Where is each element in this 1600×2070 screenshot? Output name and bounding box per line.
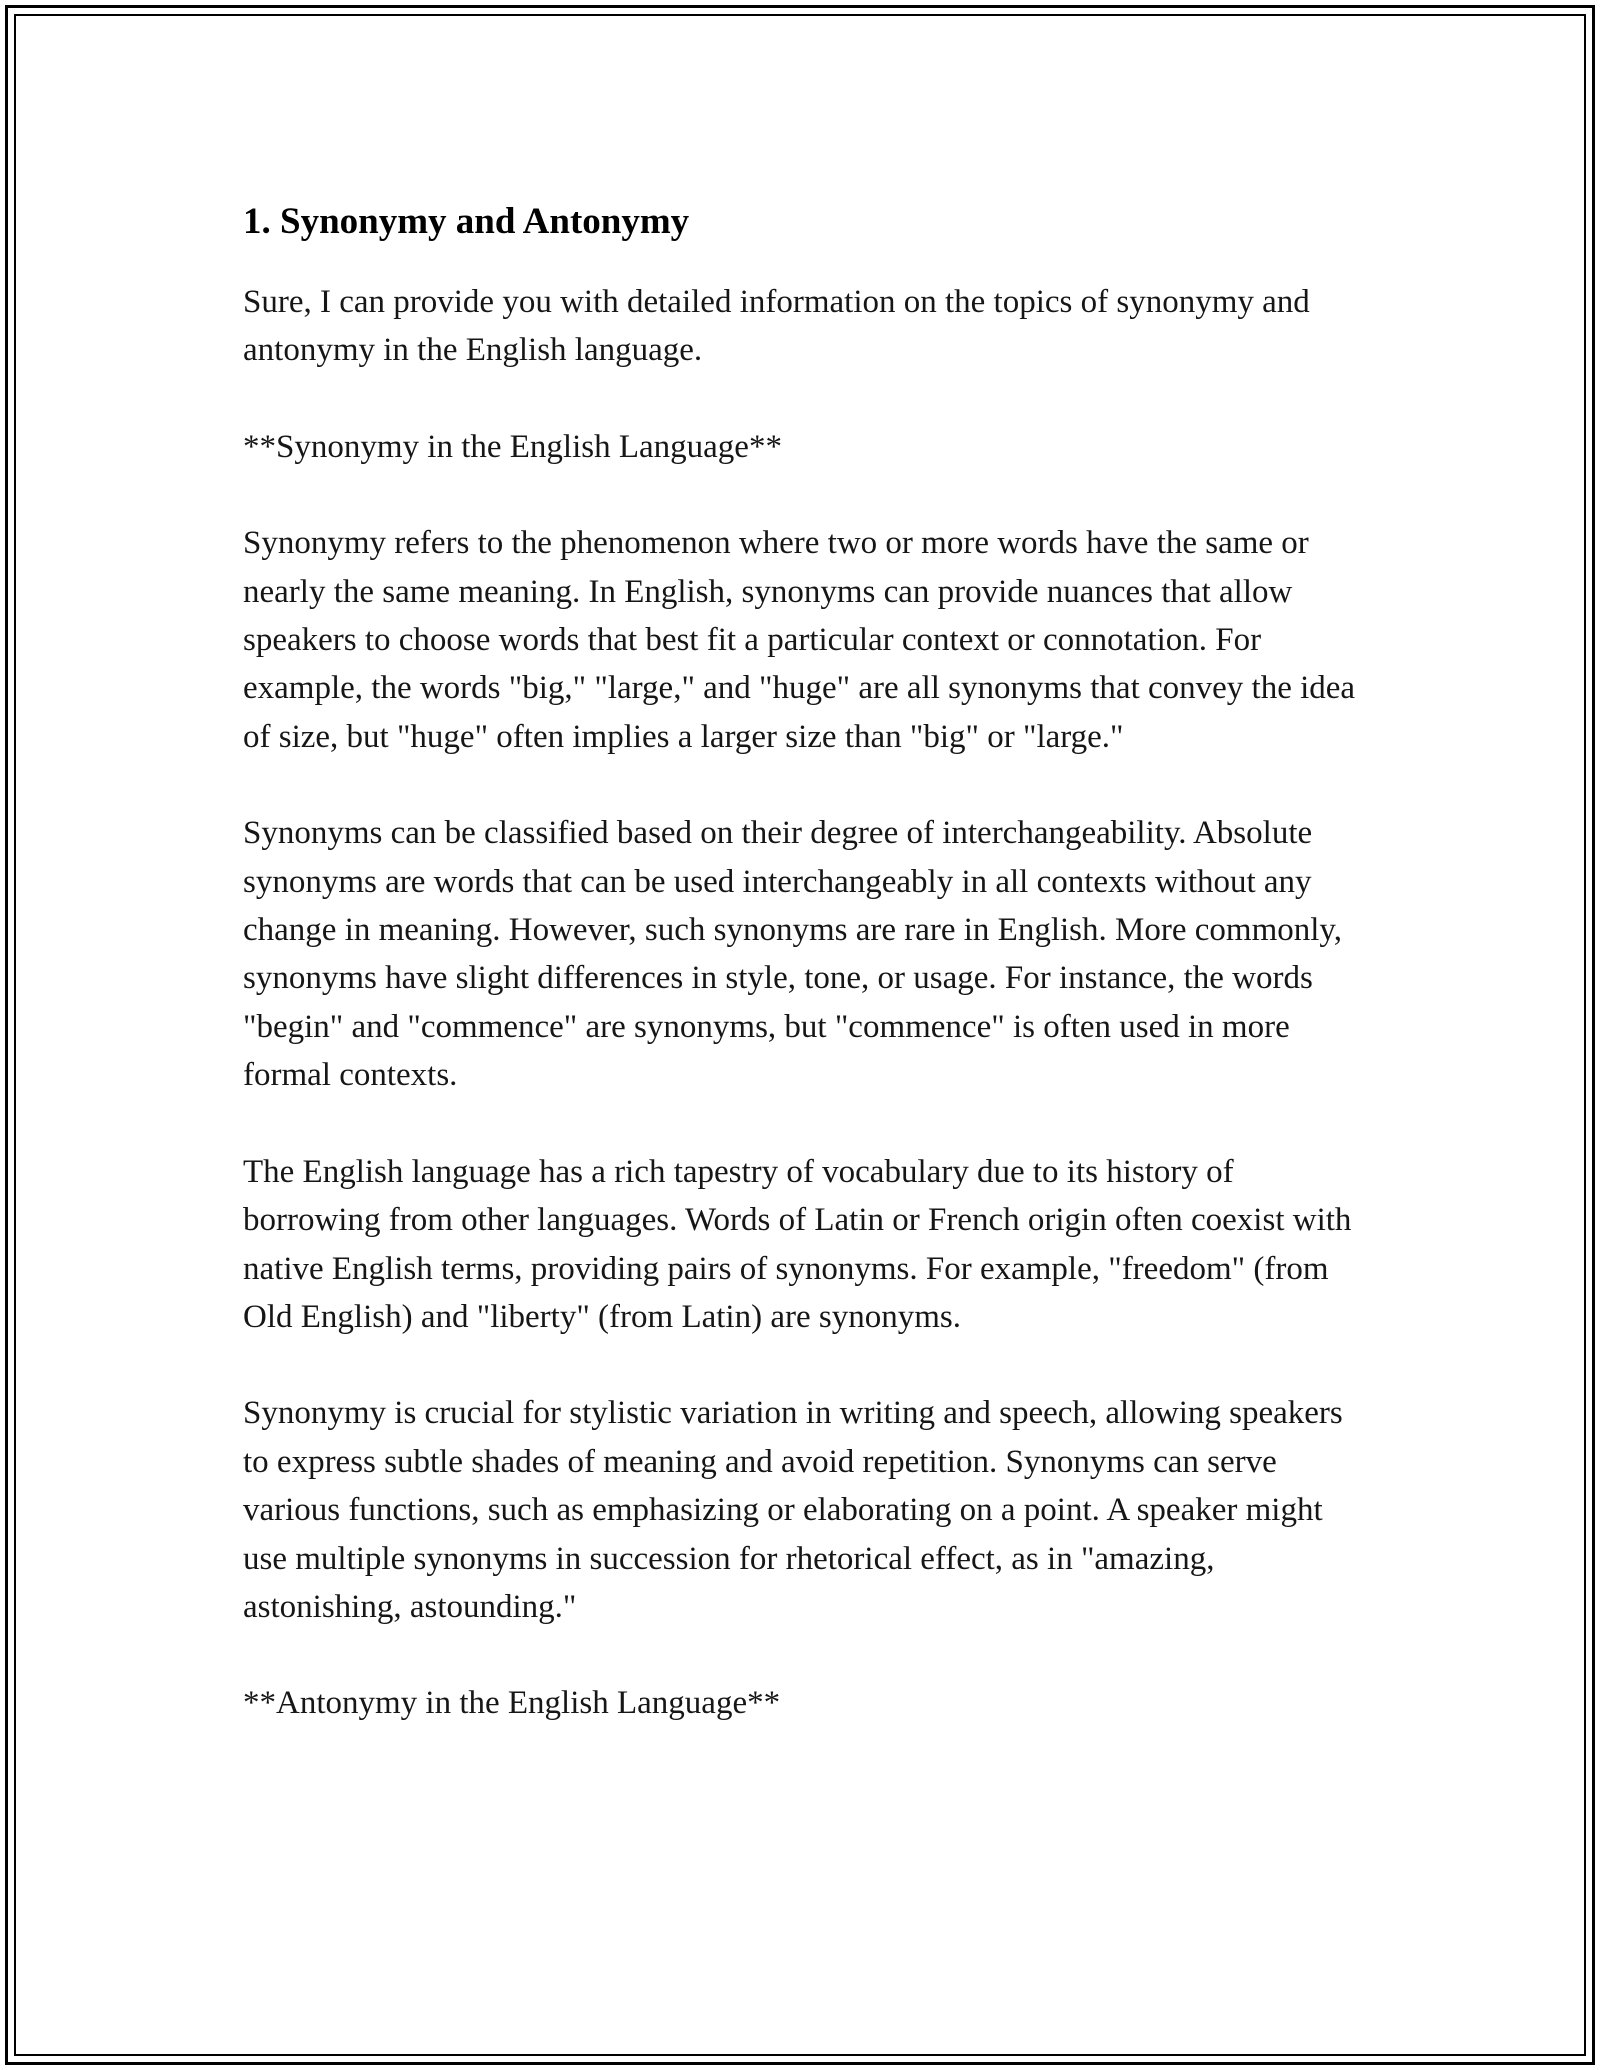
section-heading: 1. Synonymy and Antonymy bbox=[243, 201, 690, 242]
synonym-classification-paragraph: Synonyms can be classified based on their degree of interchangeability. Absolute synonyms are words that can be used interchangeably in all contexts without any change in meaning. However, such synonyms are rare in English. More commonly, synonyms have slight differences in style, tone, or usage. For instance, the words "begin" and "commence" are synonyms, but "commence" is often used in more formal contexts. bbox=[243, 815, 1343, 1094]
intro-paragraph: Sure, I can provide you with detailed information on the topics of synonymy and antonymy in the English language. bbox=[243, 284, 1310, 369]
antonymy-subheading: **Antonymy in the English Language** bbox=[243, 1685, 781, 1722]
document-body bbox=[243, 196, 1373, 1776]
synonymy-definition-paragraph: Synonymy refers to the phenomenon where two or more words have the same or nearly the same meaning. In English, synonyms can provide nuances that allow speakers to choose words that best fit a particular context or connotation. For example, the words "big," "large," and "huge" are all synonyms that convey the idea of size, but "huge" often implies a larger size than "big" or "large." bbox=[243, 525, 1356, 755]
vocabulary-history-paragraph: The English language has a rich tapestry of vocabulary due to its history of borrowing from other languages. Words of Latin or French origin often coexist with native English terms, providing pairs of synonyms. For example, "freedom" (from Old English) and "liberty" (from Latin) are synonyms. bbox=[243, 1153, 1352, 1335]
page-frame bbox=[5, 5, 1595, 2065]
stylistic-variation-paragraph: Synonymy is crucial for stylistic variation in writing and speech, allowing speakers to express subtle shades of meaning and avoid repetition. Synonyms can serve various functions, such as emphasizing or elaborating on a point. A speaker might use multiple synonyms in succession for rhetorical effect, as in "amazing, astonishing, astounding." bbox=[243, 1395, 1343, 1625]
synonymy-subheading: **Synonymy in the English Language** bbox=[243, 428, 782, 465]
